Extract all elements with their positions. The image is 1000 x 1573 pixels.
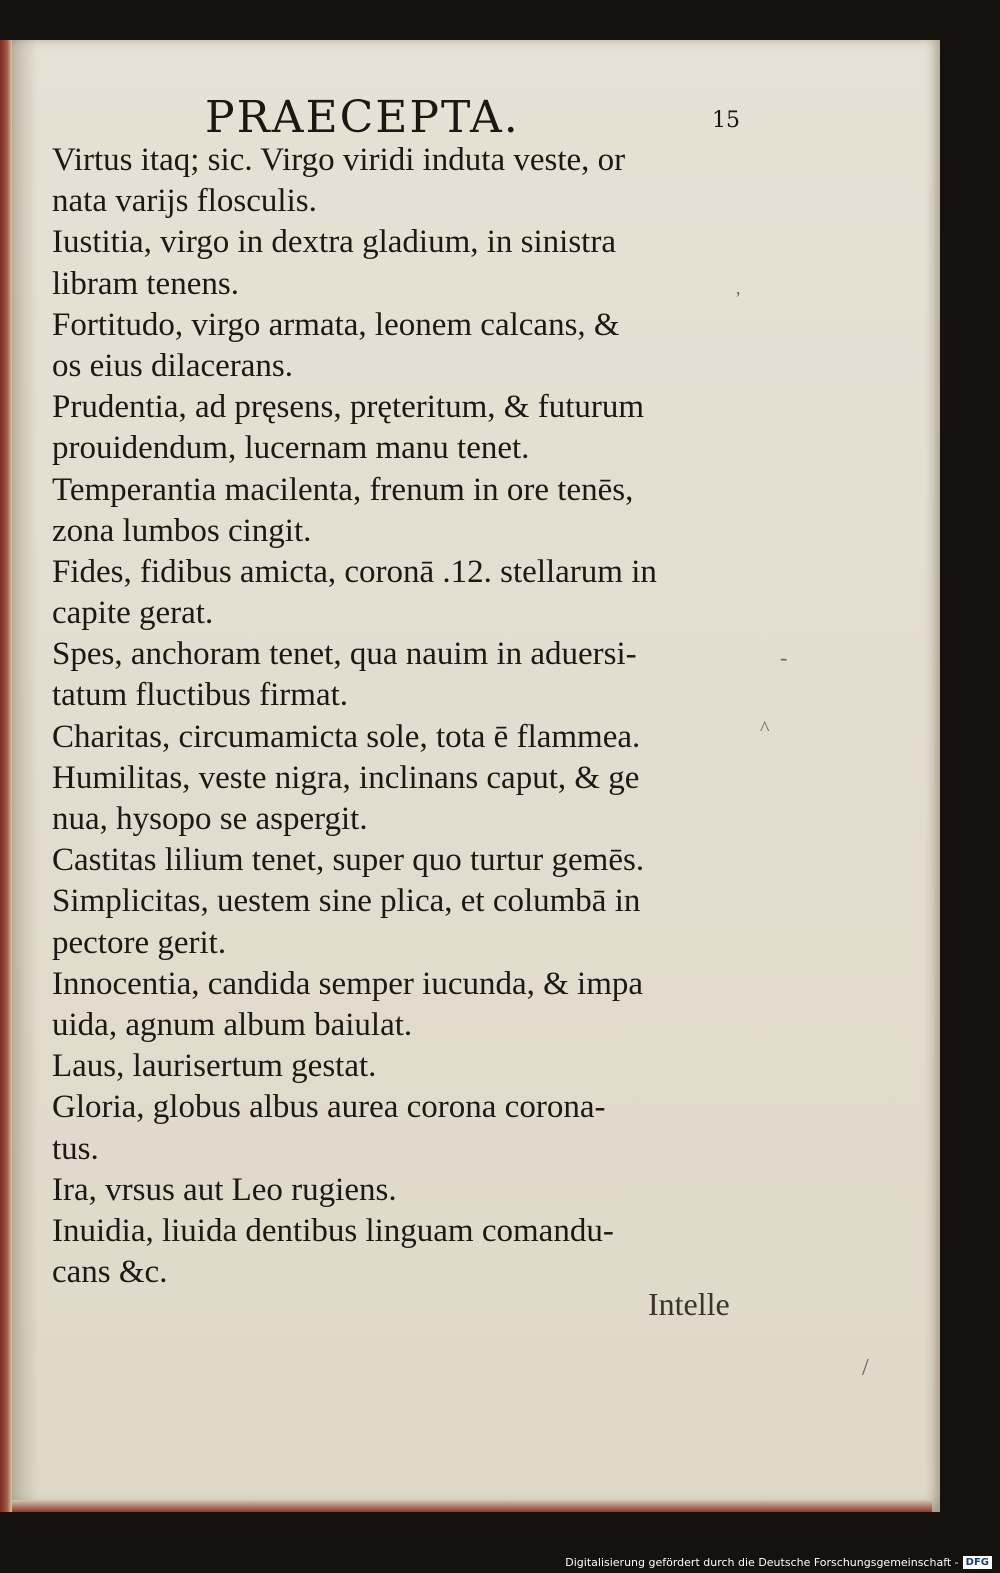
dfg-logo: DFG [963, 1556, 992, 1569]
text-line: nata varijs flosculis. [52, 183, 317, 220]
text-line: prouidendum, lucernam manu tenet. [52, 430, 530, 467]
text-line: Spes, anchoram tenet, qua nauim in aduersi- [52, 636, 637, 673]
page-edge-left [0, 40, 12, 1512]
page-number: 15 [712, 108, 740, 133]
text-line: cans &c. [52, 1254, 168, 1291]
text-line: libram tenens. [52, 265, 239, 302]
text-line: Fortitudo, virgo armata, leonem calcans, & [52, 306, 620, 343]
text-line: Virtus itaq; sic. Virgo viridi induta veste, or [52, 142, 626, 178]
running-head: PRAECEPTA. [205, 92, 520, 143]
text-line: tatum fluctibus firmat. [52, 677, 349, 714]
text-line: Gloria, globus albus aurea corona corona- [52, 1089, 606, 1126]
text-line: Castitas lilium tenet, super quo turtur gemēs. [52, 842, 645, 879]
text-block [52, 140, 752, 1293]
page-edge-bottom [12, 1500, 932, 1512]
text-line: zona lumbos cingit. [52, 512, 312, 549]
text-line: Fides, fidibus amicta, coronā .12. stellarum in [52, 553, 657, 590]
text-line: Iustitia, virgo in dextra gladium, in sinistra [52, 224, 616, 261]
text-line: nua, hysopo se aspergit. [52, 801, 368, 837]
text-line: Charitas, circumamicta sole, tota ē flammea. [52, 718, 641, 755]
margin-ink-mark: , [736, 278, 741, 298]
credit-text: Digitalisierung gefördert durch die Deutsche Forschungsgemeinschaft - [565, 1556, 959, 1569]
catchword: Intelle [648, 1286, 730, 1322]
margin-ink-mark: ^ [760, 718, 770, 740]
text-line: Ira, vrsus aut Leo rugiens. [52, 1171, 397, 1208]
margin-ink-mark: - [780, 645, 788, 670]
text-line: uida, agnum album baiulat. [52, 1006, 413, 1043]
text-line: Humilitas, veste nigra, inclinans caput, & ge [52, 759, 640, 796]
text-line: Simplicitas, uestem sine plica, et columbā in [52, 883, 641, 920]
text-line: Innocentia, candida semper iucunda, & impa [52, 965, 644, 1002]
text-line: Inuidia, liuida dentibus linguam comandu- [52, 1212, 614, 1249]
text-line: pectore gerit. [52, 924, 227, 961]
text-line: capite gerat. [52, 595, 214, 632]
text-line: Prudentia, ad pręsens, pręteritum, & futurum [52, 389, 645, 426]
text-line: Laus, laurisertum gestat. [52, 1048, 377, 1085]
margin-ink-mark: / [862, 1355, 869, 1381]
text-line: tus. [52, 1130, 99, 1167]
text-line: os eius dilacerans. [52, 347, 294, 384]
text-line: Temperantia macilenta, frenum in ore tenēs, [52, 471, 634, 508]
digitization-credit [565, 1556, 992, 1569]
